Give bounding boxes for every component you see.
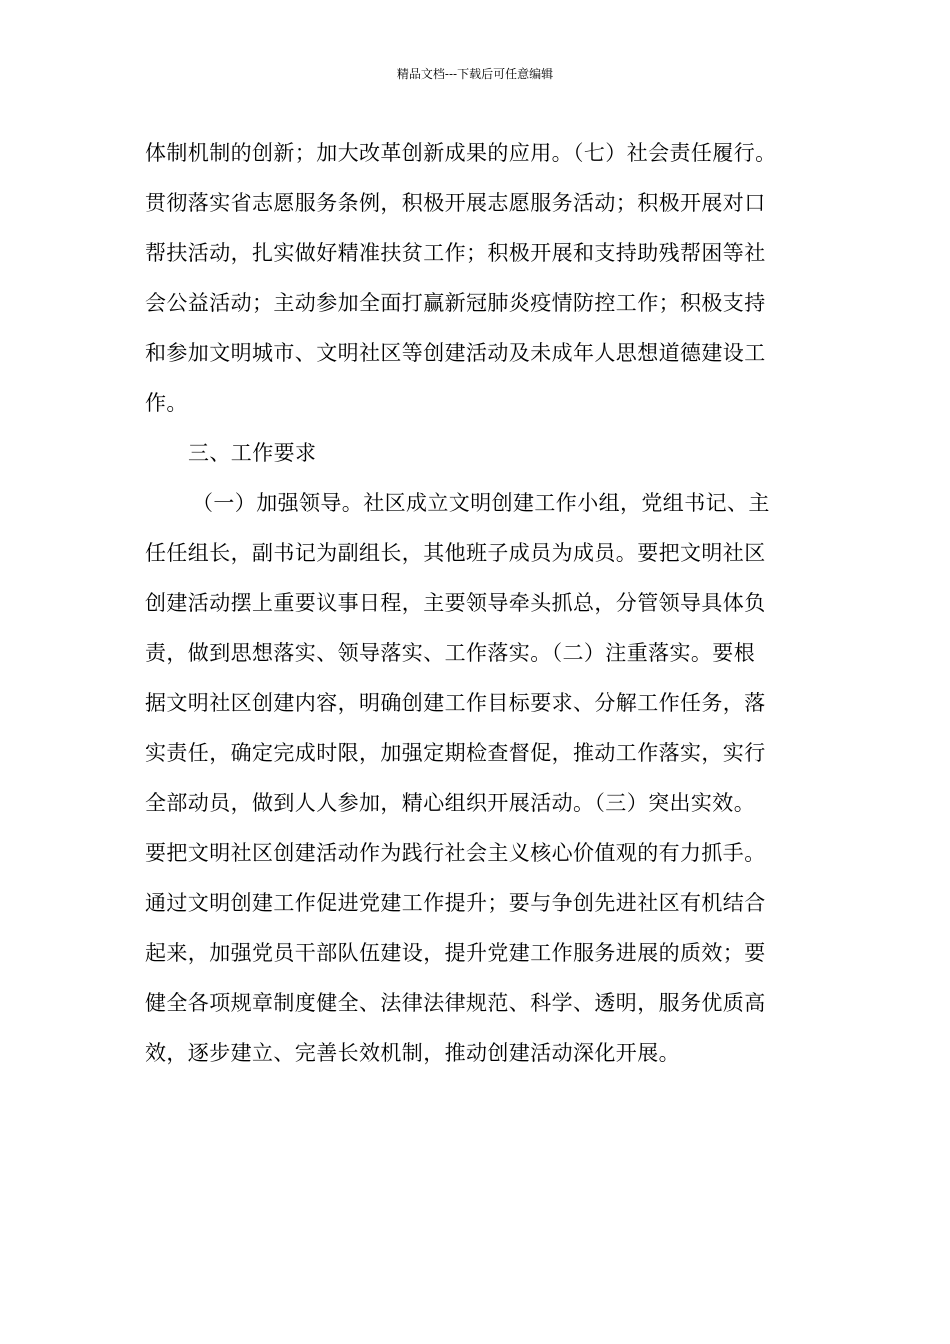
paragraph-line: 效，逐步建立、完善长效机制，推动创建活动深化开展。 — [145, 1041, 680, 1065]
paragraph-line: （一）加强领导。社区成立文明创建工作小组，党组书记、主 — [192, 491, 770, 515]
paragraph-line: 全部动员，做到人人参加，精心组织开展活动。（三）突出实效。 — [145, 791, 756, 815]
paragraph-line: 据文明社区创建内容，明确创建工作目标要求、分解工作任务，落 — [145, 691, 766, 715]
paragraph-line: 通过文明创建工作促进党建工作提升；要与争创先进社区有机结合 — [145, 891, 766, 915]
paragraph-line: 任任组长，副书记为副组长，其他班子成员为成员。要把文明社区 — [145, 541, 766, 565]
paragraph-line: 帮扶活动，扎实做好精准扶贫工作；积极开展和支持助残帮困等社 — [145, 241, 766, 265]
paragraph-line: 创建活动摆上重要议事日程，主要领导牵头抓总，分管领导具体负 — [145, 591, 766, 615]
paragraph-line: 会公益活动；主动参加全面打赢新冠肺炎疫情防控工作；积极支持 — [145, 291, 766, 315]
paragraph-line: 和参加文明城市、文明社区等创建活动及未成年人思想道德建设工 — [145, 341, 766, 365]
section-heading: 三、工作要求 — [188, 441, 317, 465]
document-body — [145, 128, 825, 1078]
paragraph-line: 贯彻落实省志愿服务条例，积极开展志愿服务活动；积极开展对口 — [145, 191, 766, 215]
paragraph-line: 要把文明社区创建活动作为践行社会主义核心价值观的有力抓手。 — [145, 841, 766, 865]
paragraph-line: 体制机制的创新；加大改革创新成果的应用。（七）社会责任履行。 — [145, 141, 777, 165]
page-header: 精品文档---下载后可任意编辑 — [396, 67, 554, 81]
paragraph-line: 实责任，确定完成时限，加强定期检查督促，推动工作落实，实行 — [145, 741, 766, 765]
paragraph-line: 责，做到思想落实、领导落实、工作落实。（二）注重落实。要根 — [145, 641, 756, 665]
paragraph-line: 健全各项规章制度健全、法律法律规范、科学、透明，服务优质高 — [145, 991, 766, 1015]
paragraph-line: 作。 — [145, 391, 188, 415]
paragraph-line: 起来，加强党员干部队伍建设，提升党建工作服务进展的质效；要 — [145, 941, 766, 965]
